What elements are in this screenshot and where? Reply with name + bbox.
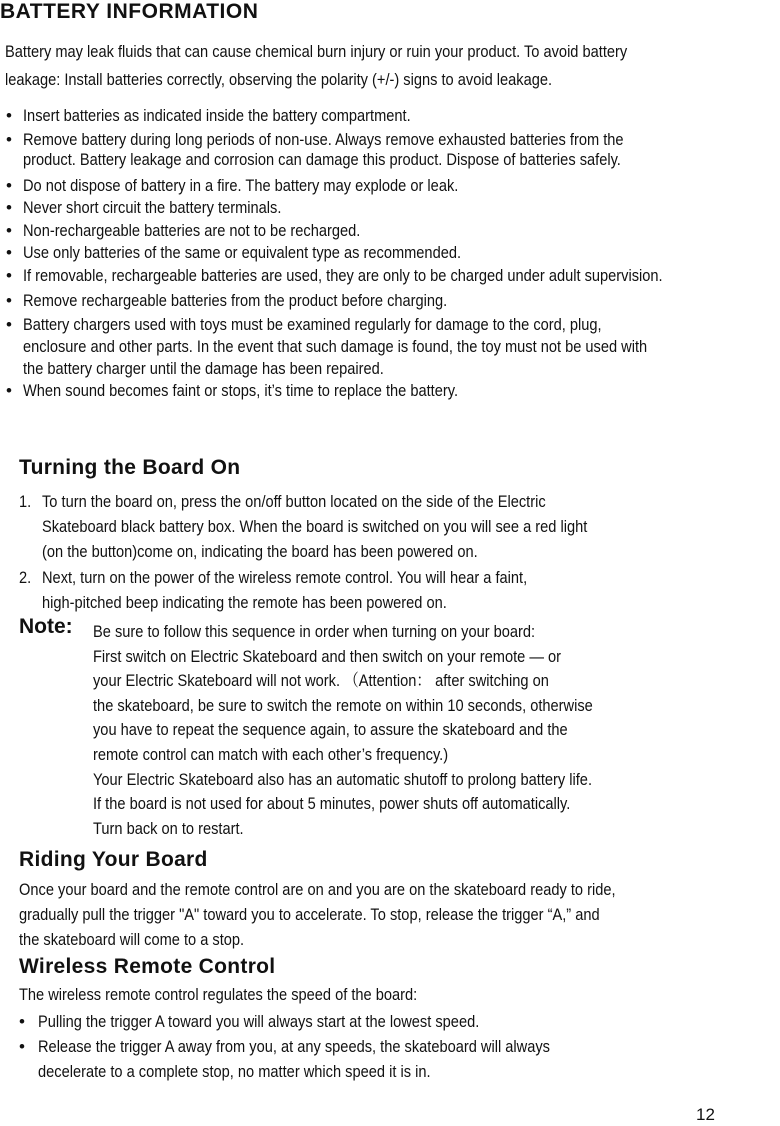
bullet-marker: • — [6, 243, 12, 262]
bullet-marker: • — [6, 291, 12, 310]
note-text: the skateboard, be sure to switch the remote on within 10 seconds, otherwise — [93, 696, 593, 715]
page-number: 12 — [696, 1105, 715, 1124]
riding-text: gradually pull the trigger "A" toward you to accelerate. To stop, release the trigger “A,” and — [19, 905, 600, 924]
riding-text: Once your board and the remote control are on and you are on the skateboard ready to ride, — [19, 880, 616, 899]
step-number: 2. — [19, 568, 32, 587]
remote-intro: The wireless remote control regulates the speed of the board: — [19, 985, 418, 1004]
bullet-text: Insert batteries as indicated inside the battery compartment. — [23, 106, 411, 125]
note-text: First switch on Electric Skateboard and then switch on your remote — or — [93, 647, 562, 666]
section-heading-riding: Riding Your Board — [19, 848, 208, 871]
section-heading-turning-on: Turning the Board On — [19, 456, 241, 479]
bullet-marker: • — [6, 130, 12, 149]
note-text: If the board is not used for about 5 minutes, power shuts off automatically. — [93, 794, 571, 813]
riding-text: the skateboard will come to a stop. — [19, 930, 245, 949]
bullet-text: Use only batteries of the same or equivalent type as recommended. — [23, 243, 462, 262]
bullet-text: the battery charger until the damage has been repaired. — [23, 359, 384, 378]
bullet-marker: • — [19, 1037, 25, 1056]
note-text: Your Electric Skateboard also has an automatic shutoff to prolong battery life. — [93, 770, 593, 789]
step-number: 1. — [19, 492, 32, 511]
note-text: Be sure to follow this sequence in order when turning on your board: — [93, 622, 536, 641]
bullet-marker: • — [6, 198, 12, 217]
bullet-marker: • — [19, 1012, 25, 1031]
remote-bullet-text: Pulling the trigger A toward you will always start at the lowest speed. — [38, 1012, 480, 1031]
bullet-marker: • — [6, 381, 12, 400]
bullet-text: Do not dispose of battery in a fire. The battery may explode or leak. — [23, 176, 459, 195]
step-text: Next, turn on the power of the wireless remote control. You will hear a faint, — [42, 568, 528, 587]
bullet-marker: • — [6, 266, 12, 285]
step-text: high-pitched beep indicating the remote has been powered on. — [42, 593, 447, 612]
step-text: Skateboard black battery box. When the board is switched on you will see a red light — [42, 517, 588, 536]
bullet-text: enclosure and other parts. In the event that such damage is found, the toy must not be used with — [23, 337, 648, 356]
bullet-marker: • — [6, 221, 12, 240]
note-label: Note: — [19, 615, 73, 638]
bullet-text: Never short circuit the battery terminals. — [23, 198, 282, 217]
bullet-text: Battery chargers used with toys must be examined regularly for damage to the cord, plug, — [23, 315, 602, 334]
bullet-text: Non-rechargeable batteries are not to be recharged. — [23, 221, 361, 240]
note-text: you have to repeat the sequence again, to assure the skateboard and the — [93, 720, 568, 739]
note-text: your Electric Skateboard will not work. （Attention： after switching on — [93, 671, 549, 690]
remote-bullet-text: decelerate to a complete stop, no matter which speed it is in. — [38, 1062, 431, 1081]
step-text: To turn the board on, press the on/off button located on the side of the Electric — [42, 492, 546, 511]
note-text: remote control can match with each other’s frequency.) — [93, 745, 449, 764]
step-text: (on the button)come on, indicating the board has been powered on. — [42, 542, 478, 561]
note-text: Turn back on to restart. — [93, 819, 244, 838]
section-heading-remote: Wireless Remote Control — [19, 955, 276, 978]
remote-bullet-text: Release the trigger A away from you, at any speeds, the skateboard will always — [38, 1037, 550, 1056]
intro-line-2: leakage: Install batteries correctly, observing the polarity (+/-) signs to avoid leakage. — [5, 70, 553, 89]
bullet-text: Remove rechargeable batteries from the product before charging. — [23, 291, 448, 310]
bullet-marker: • — [6, 106, 12, 125]
bullet-marker: • — [6, 315, 12, 334]
bullet-text: If removable, rechargeable batteries are used, they are only to be charged under adult supervision. — [23, 266, 663, 285]
bullet-marker: • — [6, 176, 12, 195]
bullet-text: When sound becomes faint or stops, it’s time to replace the battery. — [23, 381, 459, 400]
intro-line-1: Battery may leak fluids that can cause chemical burn injury or ruin your product. To avoid battery — [5, 42, 628, 61]
bullet-text: product. Battery leakage and corrosion can damage this product. Dispose of batteries safely. — [23, 150, 621, 169]
bullet-text: Remove battery during long periods of non-use. Always remove exhausted batteries from the — [23, 130, 624, 149]
page-title: BATTERY INFORMATION — [0, 0, 259, 23]
